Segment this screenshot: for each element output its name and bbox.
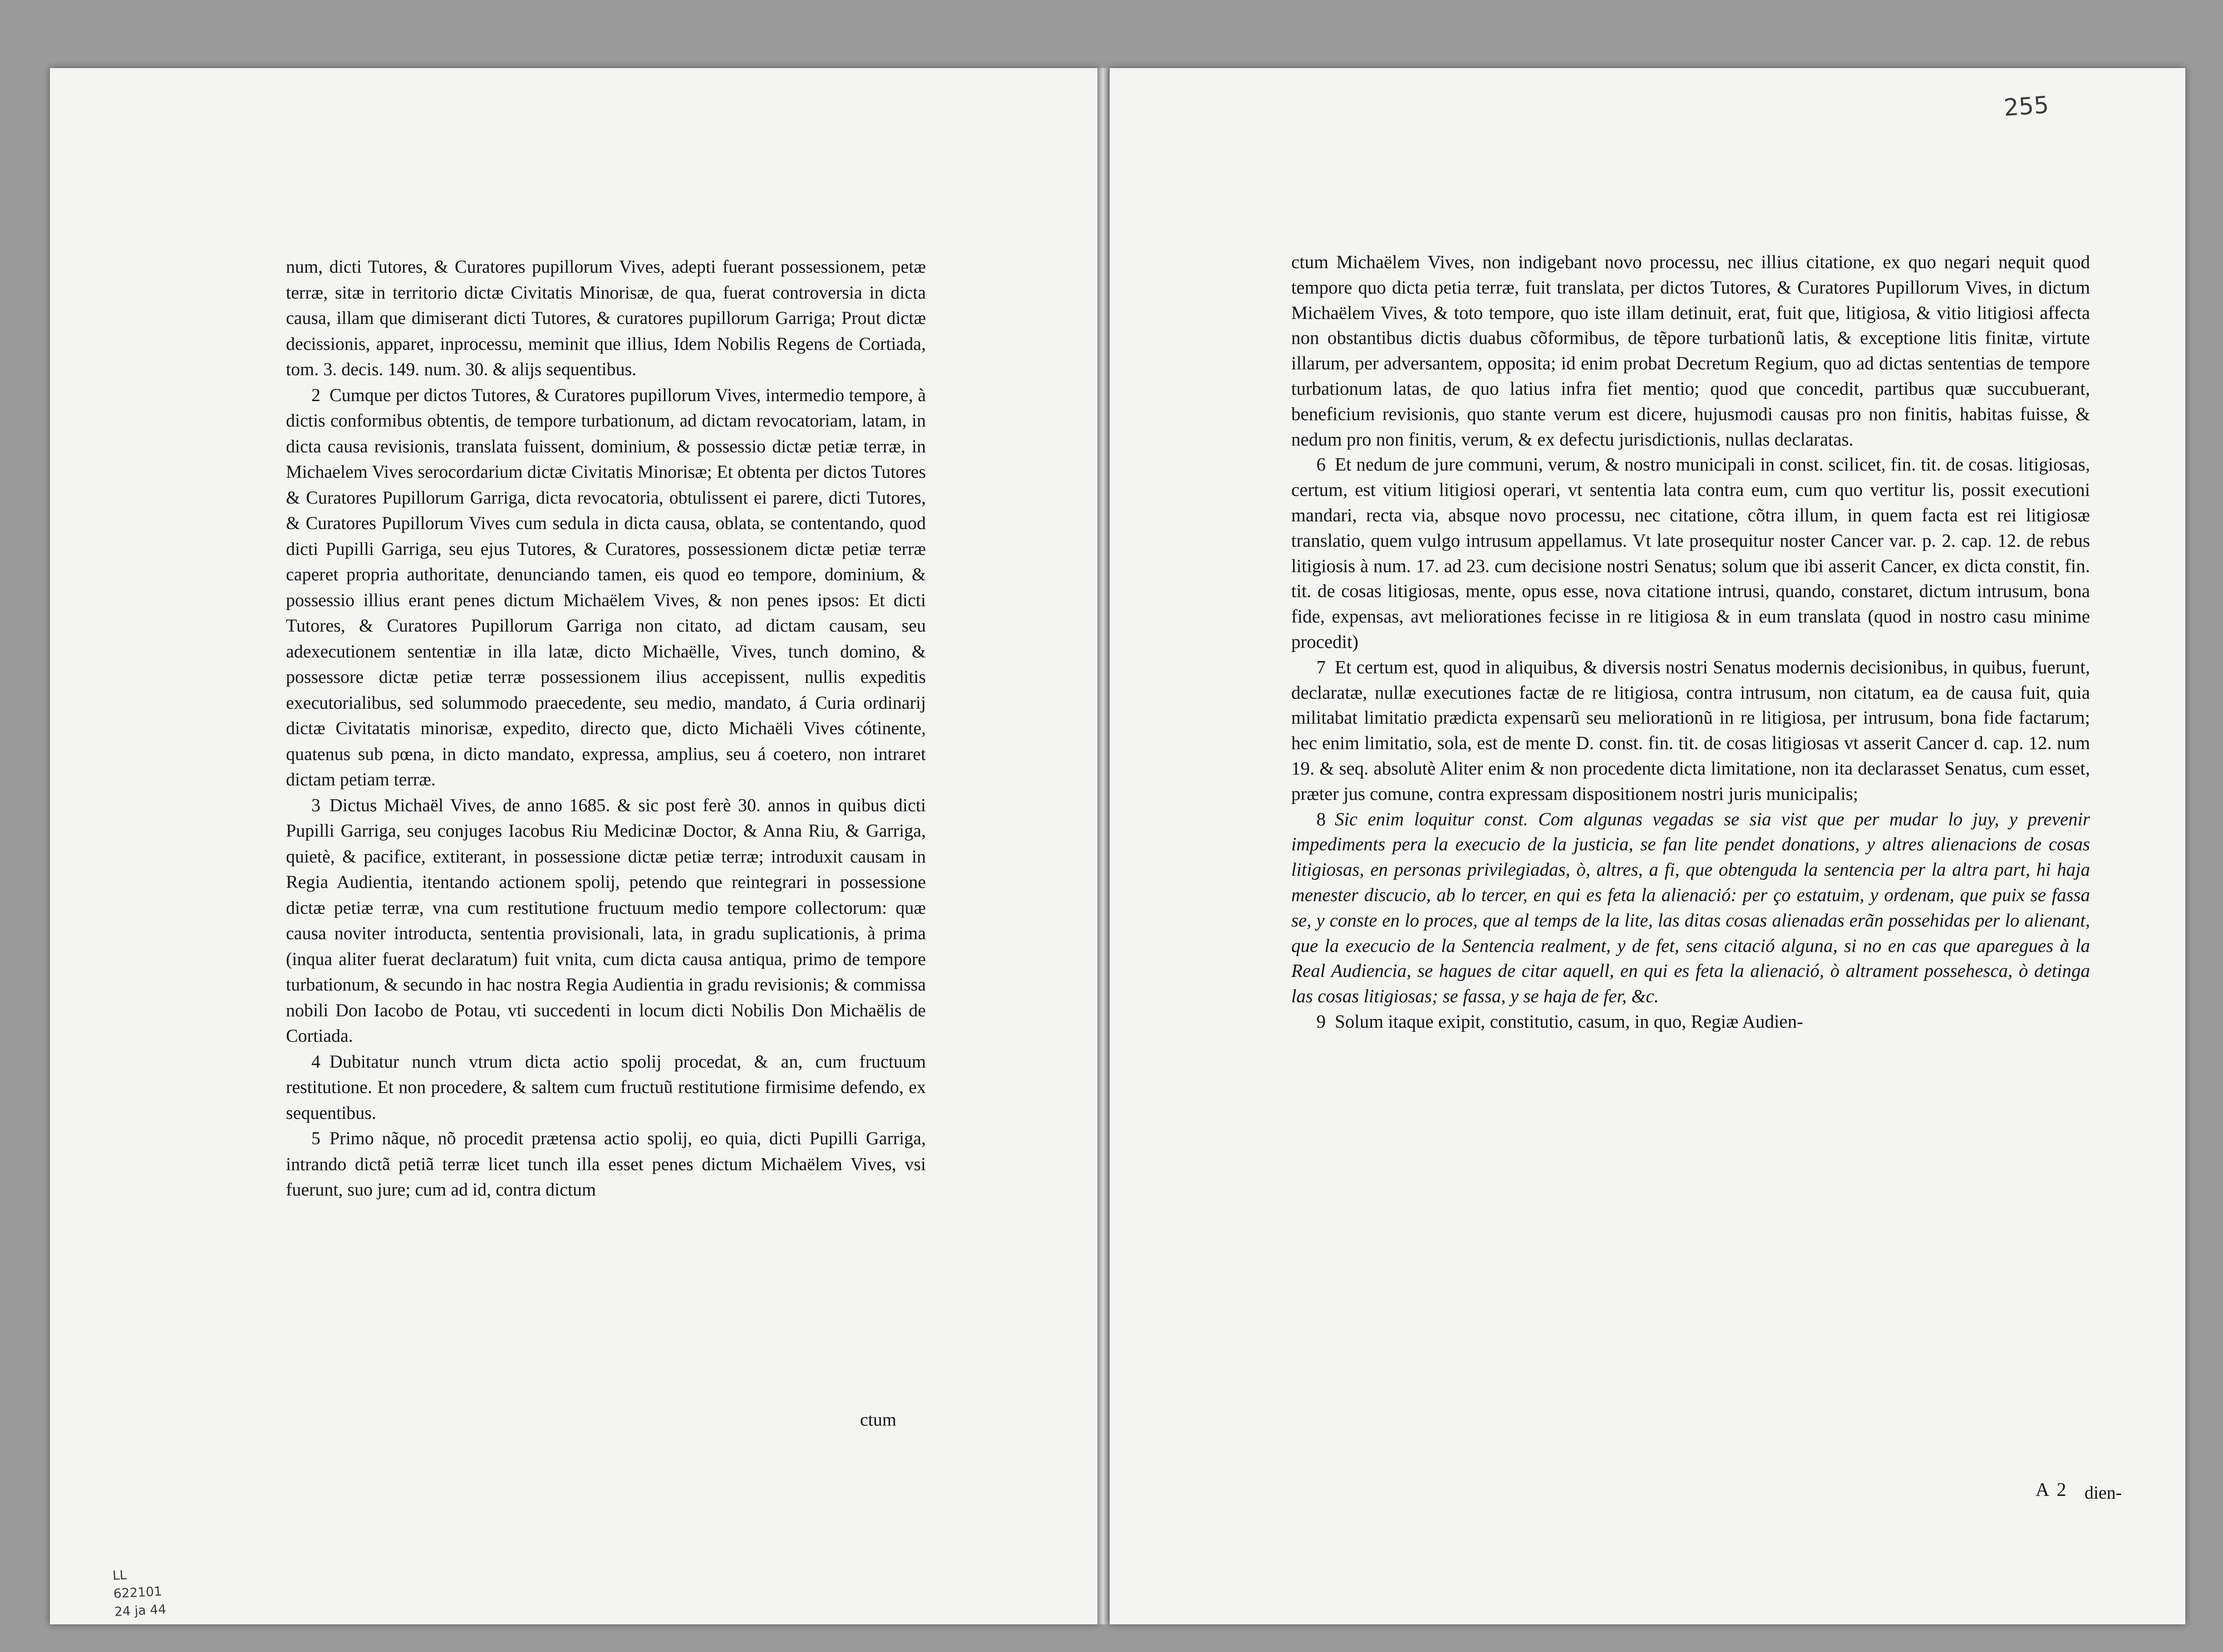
paragraph xyxy=(1291,655,2090,807)
paragraph-text: Dictus Michaël Vives, de anno 1685. & sic post ferè 30. annos in quibus dicti Pupilli Garriga, seu conjuges Iacobus Riu Medicinæ Doctor, & Anna Riu, & Garriga, quietè, & pacifice, extiterant, in possessione dictæ petiæ terræ; introduxit causam in Regia Audientia, itentando actionem spolij, petendo que reintegrari in possessione dictæ petiæ terræ, vna cum restitutione fructuum medio tempore collectorum: quæ causa noviter introducta, sententia provisionali, lata, in gradu suplicationis, à prima (inqua aliter fuerat declaratum) fuit vnita, cum dicta causa antiqua, primo de tempore turbationum, & secundo in hac nostra Regia Audientia in gradu revisionis; & commissa nobili Don Iacobo de Potau, vti succedenti in locum dicti Nobilis Don Michaëlis de Cortiada. xyxy=(286,794,926,1046)
paragraph: num, dicti Tutores, & Curatores pupillorum Vives, adepti fuerant possessionem, petæ terræ, sitæ in territorio dictæ Civitatis Minorisæ, de qua, fuerat controversia in dicta causa, illam que dimiserant dicti Tutores, & curatores pupillorum Garriga; Prout dictæ decissionis, apparet, inprocessu, meminit que illius, Idem Nobilis Regens de Cortiada, tom. 3. decis. 149. num. 30. & alijs sequentibus. xyxy=(286,256,926,379)
paragraph-number: 6 xyxy=(1316,454,1326,475)
paragraph-text: Primo nãque, nõ procedit prætensa actio spolij, eo quia, dicti Pupilli Garriga, intrando dictã petiã terræ licet tunch illa esset penes dictum Michaëlem Vives, vsi fuerunt, suo jure; cum ad id, contra dictum xyxy=(286,1128,926,1200)
catchword: dien- xyxy=(2084,1482,2122,1503)
paragraph-number: 5 xyxy=(311,1128,320,1148)
paragraph-text: Et certum est, quod in aliquibus, & diversis nostri Senatus modernis decisionibus, in quibus, fuerunt, declaratæ, nullæ executiones factæ de re litigiosa, contra intrusum, non citatum, ea de causa fuit, quia militabat limitatio prædicta expensarũ seu meliorationũ in re litigiosa, per intrusum, bona fide factarum; hec enim limitatio, sola, est de mente D. const. fin. tit. de cosas litigiosas vt asserit Cancer d. cap. 12. num 19. & seq. absolutè Aliter enim & non procedente dicta limitatione, non ita declarasset Senatus, cum esset, præter jus comune, contra expressam dispositionem nostri juris municipalis; xyxy=(1291,656,2090,804)
paragraph-text: Solum itaque exipit, constitutio, casum, in quo, Regiæ Audien- xyxy=(1335,1010,1803,1032)
paragraph xyxy=(1291,807,2090,1009)
right-page-text xyxy=(1291,250,2090,1034)
paragraph-number: 8 xyxy=(1316,808,1326,829)
paragraph-text: Cumque per dictos Tutores, & Curatores pupillorum Vives, intermedio tempore, à dictis conformibus obtentis, de tempore turbationum, ad dictam revocatoriam, latam, in dicta causa revisionis, translata fuissent, dominium, & possessio dictæ petiæ terræ, in Michaelem Vives serocordarium dictæ Civitatis Minorisæ; Et obtenta per dictos Tutores & Curatores Pupillorum Garriga, dicta revocatoria, obtulissent ei parere, dicti Tutores, & Curatores Pupillorum Vives cum sedula in dicta causa, oblata, se contentando, quod dicti Pupilli Garriga, seu ejus Tutores, & Curatores, possessionem dictæ petiæ terræ caperet propria authoritate, denunciando tamen, eis quod eo tempore, dominium, & possessio illius erant penes dictum Michaëlem Vives, & non penes ipsos: Et dicti Tutores, & Curatores Pupillorum Garriga non citato, ad dictam causam, seu adexecutionem sententiæ in illa latæ, dicto Michaëlle, Vives, tunch domino, & possessore dictæ petiæ terræ possessionem ilius accepissent, nullis expeditis executorialibus, sed solummodo praecedente, seu medio, mandato, á Curia ordinarij dictæ Civitatatis minorisæ, expedito, directo que, dicto Michaëli Vives cótinente, quatenus sub pœna, in dicto mandato, expressa, amplius, seu á coetero, non intraret dictam petiam terræ. xyxy=(286,384,926,789)
paragraph xyxy=(1291,1009,2090,1034)
paragraph xyxy=(1291,452,2090,654)
handwritten-shelfmark xyxy=(112,1564,167,1621)
paragraph xyxy=(286,793,926,1049)
handwritten-folio-number: 255 xyxy=(2003,91,2050,122)
paragraph-number: 4 xyxy=(311,1051,320,1072)
paragraph xyxy=(286,1049,926,1126)
paragraph-number: 9 xyxy=(1316,1010,1326,1032)
paragraph-number: 3 xyxy=(311,794,320,815)
left-page xyxy=(50,68,1098,1624)
paragraph-text: Et nedum de jure communi, verum, & nostro municipali in const. scilicet, fin. tit. de cosas. litigiosas, certum, est vitium litigiosi operari, vt sententia lata contra eum, cum quo vertitur lis, possit executioni mandari, recta via, absque novo processu, nec citatione, cõtra illum, in quem facta est rei litigiosæ translatio, quem vulgo intrusum appellamus. Vt late prosequitur noster Cancer var. p. 2. cap. 12. de rebus litigiosis à num. 17. ad 23. cum decisione nostri Senatus; solum que ibi asserit Cancer, ex dicta constit, fin. tit. de cosas litigiosas, mente, opus esse, nova citatione intrusi, quando, constaret, dictum intrusum, bona fide, expensas, avt meliorationes fecisse in re litigiosa & in eum translata (quod in nostro casu minime procedit) xyxy=(1291,454,2090,652)
catchword: ctum xyxy=(860,1409,896,1430)
book-gutter xyxy=(1097,68,1111,1624)
paragraph xyxy=(286,382,926,793)
right-page xyxy=(1110,68,2185,1624)
paragraph-number: 7 xyxy=(1316,656,1326,677)
signature-mark: A 2 xyxy=(2036,1480,2068,1500)
paragraph-text: Dubitatur nunch vtrum dicta actio spolij procedat, & an, cum fructuum restitutione. Et non procedere, & saltem cum fructuũ restitutione firmisime defendo, ex sequentibus. xyxy=(286,1051,926,1123)
paragraph xyxy=(286,1126,926,1203)
paragraph-number: 2 xyxy=(311,384,320,405)
paragraph-text: Sic enim loquitur const. Com algunas vegadas se sia vist que per mudar lo juy, y prevenir impediments pera la execucio de la justicia, se fan lite pendet donations, y altres alienacions de cosas litigiosas, en personas privilegiadas, ò, altres, a fi, que obtenguda la sentencia per la altra part, hi haja menester discucio, ab lo tercer, en qui es feta la alienació: per ço estatuim, y ordenam, que puix se fassa se, y conste en lo proces, que al temps de la lite, las ditas cosas alienadas erãn possehidas per lo alienant, que la execucio de la Sentencia realment, y de fet, sens citació alguna, si no en cas que aparegues à la Real Audiencia, se hagues de citar aquell, en qui es feta la alienació, ò altrament possehesca, ò detinga las cosas litigiosas; se fassa, y se haja de fer, &c. xyxy=(1291,808,2090,1007)
shelfmark-line: LL xyxy=(112,1567,127,1583)
shelfmark-line: 622101 xyxy=(113,1583,162,1601)
paragraph: ctum Michaëlem Vives, non indigebant novo processu, nec illius citatione, ex quo negari nequit quod tempore quo dicta petia terræ, fuit translata, per dictos Tutores, & Curatores Pupillorum Vives, in dictum Michaëlem Vives, & toto tempore, quo iste illam detinuit, erat, fuit que, litigiosa, & vitio litigiosi affecta non obstantibus dictis duabus cõformibus, de tẽpore turbationũ latis, & exceptione litis finitæ, virtute illarum, per adversantem, opposita; id enim probat Decretum Regium, quo ad dictas sententias de tempore turbationum latas, de quo latius infra fiet mentio; quod que concedit, partibus quæ succubuerant, beneficium revisionis, quo stante verum est dicere, hujusmodi causas pro non finitis, habitas fuisse, & nedum pro non finitis, verum, & ex defectu jurisdictionis, nullas declaratas. xyxy=(1291,251,2090,450)
shelfmark-line: 24 ja 44 xyxy=(114,1601,167,1619)
left-page-text xyxy=(286,254,926,1203)
